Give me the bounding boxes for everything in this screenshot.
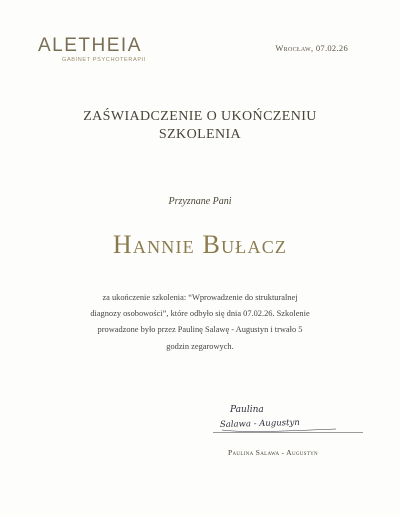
certificate-title — [0, 108, 400, 144]
aletheia-logo — [38, 36, 146, 63]
logo-name: ALETHEIA — [38, 35, 142, 56]
signature-line1: Paulina — [230, 405, 264, 415]
recipient-name: Hannie Bułacz — [112, 230, 288, 259]
handwritten-signature — [216, 400, 366, 440]
certificate-title-line2: SZKOLENIA — [158, 127, 242, 142]
logo-subtitle: GABINET PSYCHOTERAPII — [62, 57, 146, 63]
presented-to-label: Przyznane Pani — [168, 196, 232, 207]
signature-line2: Salawa - Augustyn — [219, 417, 300, 430]
certificate-title-line1: ZAŚWIADCZENIE O UKOŃCZENIU — [83, 109, 317, 124]
certificate-body-text: za ukończenie szkolenia: “Wprowadzenie do strukturalnej diagnozy osobowości”, które odbyło się dnia 07.02.26. Szkolenie prowadzone było przez Paulinę Salawę - Augustyn i trwało 5 godzin zegarowych. — [90, 293, 310, 351]
signer-name: Paulina Salawa - Augustyn — [228, 448, 318, 457]
signature-line — [213, 432, 363, 433]
certificate-date: Wrocław, 07.02.26 — [275, 43, 348, 53]
